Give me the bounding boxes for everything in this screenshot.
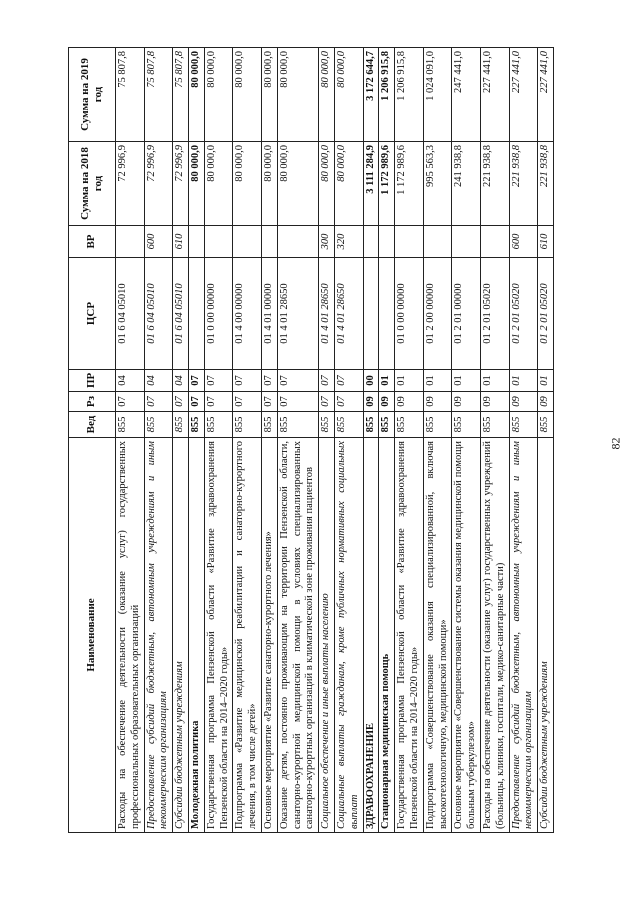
cell-sum-2018: 80 000,0: [188, 142, 204, 226]
table-row: [144, 48, 173, 833]
cell-name: Основное мероприятие «Совершенствование системы оказания медицинской помощи больным туберкулезом»: [452, 438, 481, 833]
cell-ved: 855: [319, 412, 335, 438]
cell-csr: [379, 258, 395, 370]
cell-pr: 07: [233, 370, 262, 392]
cell-csr: 01 6 04 05010: [116, 258, 145, 370]
table-row: [334, 48, 363, 833]
cell-sum-2018: 80 000,0: [233, 142, 262, 226]
cell-rz: 07: [233, 392, 262, 412]
cell-csr: 01 4 01 00000: [261, 258, 277, 370]
cell-sum-2018: 80 000,0: [261, 142, 277, 226]
cell-csr: 01 2 00 00000: [423, 258, 452, 370]
cell-ved: 855: [144, 412, 173, 438]
cell-vr: [423, 226, 452, 258]
cell-pr: 00: [363, 370, 379, 392]
cell-sum-2018: 72 996,9: [116, 142, 145, 226]
cell-name: Стационарная медицинская помощь: [379, 438, 395, 833]
cell-pr: 07: [319, 370, 335, 392]
cell-pr: 07: [204, 370, 233, 392]
cell-vr: [116, 226, 145, 258]
table-row: [204, 48, 233, 833]
cell-csr: 01 4 01 28650: [334, 258, 363, 370]
table-row: [423, 48, 452, 833]
cell-pr: 01: [452, 370, 481, 392]
cell-rz: 07: [277, 392, 318, 412]
cell-vr: [204, 226, 233, 258]
table-row: [261, 48, 277, 833]
table-row: [509, 48, 538, 833]
cell-sum-2019: 80 000,0: [204, 48, 233, 142]
header-name: Наименование: [69, 438, 116, 833]
cell-rz: 09: [480, 392, 509, 412]
cell-vr: 320: [334, 226, 363, 258]
cell-ved: 855: [204, 412, 233, 438]
cell-name: Основное мероприятие «Развитие санаторно-курортного лечения»: [261, 438, 277, 833]
cell-ved: 855: [423, 412, 452, 438]
cell-pr: 01: [480, 370, 509, 392]
cell-rz: 07: [173, 392, 189, 412]
cell-ved: 855: [233, 412, 262, 438]
cell-sum-2018: 80 000,0: [319, 142, 335, 226]
cell-csr: 01 2 01 05020: [509, 258, 538, 370]
cell-ved: 855: [480, 412, 509, 438]
cell-sum-2019: 80 000,0: [319, 48, 335, 142]
table-row: [452, 48, 481, 833]
cell-sum-2019: 1 206 915,8: [379, 48, 395, 142]
cell-ved: 855: [116, 412, 145, 438]
cell-pr: 01: [379, 370, 395, 392]
cell-vr: [233, 226, 262, 258]
cell-ved: 855: [277, 412, 318, 438]
cell-rz: 07: [261, 392, 277, 412]
cell-sum-2019: 80 000,0: [277, 48, 318, 142]
cell-sum-2019: 80 000,0: [334, 48, 363, 142]
cell-csr: [188, 258, 204, 370]
cell-csr: 01 2 01 05020: [538, 258, 554, 370]
cell-sum-2019: 80 000,0: [233, 48, 262, 142]
cell-sum-2019: 75 807,8: [144, 48, 173, 142]
cell-rz: 07: [204, 392, 233, 412]
cell-rz: 07: [188, 392, 204, 412]
cell-vr: [188, 226, 204, 258]
table-row: [188, 48, 204, 833]
cell-vr: 600: [509, 226, 538, 258]
cell-sum-2018: 241 938,8: [452, 142, 481, 226]
cell-pr: 07: [277, 370, 318, 392]
table-row: [538, 48, 554, 833]
cell-rz: 09: [452, 392, 481, 412]
cell-sum-2018: 80 000,0: [334, 142, 363, 226]
header-sum-2019: Сумма на 2019 год: [69, 48, 116, 142]
budget-table: [68, 47, 554, 833]
cell-name: Субсидии бюджетным учреждениям: [538, 438, 554, 833]
cell-vr: [452, 226, 481, 258]
cell-pr: 04: [173, 370, 189, 392]
cell-rz: 07: [116, 392, 145, 412]
cell-pr: 07: [188, 370, 204, 392]
cell-vr: [277, 226, 318, 258]
cell-vr: [480, 226, 509, 258]
header-rz: Рз: [69, 392, 116, 412]
cell-rz: 09: [423, 392, 452, 412]
cell-sum-2019: 80 000,0: [188, 48, 204, 142]
cell-csr: 01 4 00 00000: [233, 258, 262, 370]
cell-sum-2018: 72 996,9: [173, 142, 189, 226]
cell-rz: 09: [363, 392, 379, 412]
cell-ved: 855: [363, 412, 379, 438]
cell-rz: 07: [334, 392, 363, 412]
cell-pr: 01: [538, 370, 554, 392]
cell-name: Социальные выплаты гражданам, кроме публичных нормативных социальных выплат: [334, 438, 363, 833]
cell-name: Подпрограмма «Развитие медицинской реабилитации и санаторно-курортного лечения, в том числе детей»: [233, 438, 262, 833]
cell-sum-2019: 247 441,0: [452, 48, 481, 142]
cell-sum-2019: 75 807,8: [173, 48, 189, 142]
cell-sum-2018: 80 000,0: [277, 142, 318, 226]
header-ved: Вед: [69, 412, 116, 438]
cell-name: Предоставление субсидий бюджетным, автономным учреждениям и иным некоммерческим организациям: [144, 438, 173, 833]
table-row: [319, 48, 335, 833]
cell-sum-2018: 1 172 989,6: [379, 142, 395, 226]
cell-csr: [363, 258, 379, 370]
table-row: [277, 48, 318, 833]
table-row: [233, 48, 262, 833]
cell-ved: 855: [538, 412, 554, 438]
table-row: [379, 48, 395, 833]
cell-pr: 04: [116, 370, 145, 392]
cell-rz: 07: [319, 392, 335, 412]
cell-rz: 07: [144, 392, 173, 412]
cell-name: Субсидии бюджетным учреждениям: [173, 438, 189, 833]
cell-name: Оказание детям, постоянно проживающим на территории Пензенской области, санаторно-курортной медицинской помощи в условиях специализированных санаторно-курортных организаций в климатической зоне проживания пациентов: [277, 438, 318, 833]
cell-csr: 01 0 00 00000: [204, 258, 233, 370]
cell-ved: 855: [334, 412, 363, 438]
cell-pr: 01: [423, 370, 452, 392]
budget-table-sheet: [68, 48, 565, 833]
cell-vr: 610: [173, 226, 189, 258]
cell-name: Молодежная политика: [188, 438, 204, 833]
cell-csr: 01 6 04 05010: [144, 258, 173, 370]
cell-vr: 300: [319, 226, 335, 258]
cell-vr: [261, 226, 277, 258]
cell-sum-2018: 80 000,0: [204, 142, 233, 226]
table-row: [480, 48, 509, 833]
cell-sum-2019: 75 807,8: [116, 48, 145, 142]
table-header-row: [69, 48, 116, 833]
cell-vr: 600: [144, 226, 173, 258]
cell-name: Расходы на обеспечение деятельности (оказание услуг) государственных учреждений (больницы, клиники, госпитали, медико-санитарные части): [480, 438, 509, 833]
cell-name: Расходы на обеспечение деятельности (оказание услуг) государственных профессиональных образовательных организаций: [116, 438, 145, 833]
cell-vr: [395, 226, 424, 258]
cell-ved: 855: [379, 412, 395, 438]
cell-vr: 610: [538, 226, 554, 258]
cell-rz: 09: [395, 392, 424, 412]
cell-pr: 01: [509, 370, 538, 392]
table-row: [116, 48, 145, 833]
cell-name: Социальное обеспечение и иные выплаты населению: [319, 438, 335, 833]
cell-sum-2018: 221 938,8: [538, 142, 554, 226]
cell-name: Государственная программа Пензенской области «Развитие здравоохранения Пензенской области на 2014–2020 годы»: [204, 438, 233, 833]
cell-csr: 01 2 01 05020: [480, 258, 509, 370]
table-row: [173, 48, 189, 833]
cell-pr: 01: [395, 370, 424, 392]
cell-csr: 01 0 00 00000: [395, 258, 424, 370]
cell-sum-2019: 227 441,0: [538, 48, 554, 142]
cell-rz: 09: [509, 392, 538, 412]
cell-sum-2019: 3 172 644,7: [363, 48, 379, 142]
cell-name: Предоставление субсидий бюджетным, автономным учреждениям и иным некоммерческим организациям: [509, 438, 538, 833]
cell-name: ЗДРАВООХРАНЕНИЕ: [363, 438, 379, 833]
cell-sum-2019: 227 441,0: [480, 48, 509, 142]
cell-pr: 04: [144, 370, 173, 392]
cell-sum-2019: 80 000,0: [261, 48, 277, 142]
cell-ved: 855: [452, 412, 481, 438]
cell-name: Подпрограмма «Совершенствование оказания специализированной, включая высокотехнологичную, медицинской помощи»: [423, 438, 452, 833]
table-row: [363, 48, 379, 833]
cell-sum-2018: 221 938,8: [480, 142, 509, 226]
cell-ved: 855: [395, 412, 424, 438]
header-csr: ЦСР: [69, 258, 116, 370]
cell-ved: 855: [188, 412, 204, 438]
cell-rz: 09: [379, 392, 395, 412]
cell-ved: 855: [261, 412, 277, 438]
cell-csr: 01 2 01 00000: [452, 258, 481, 370]
cell-rz: 09: [538, 392, 554, 412]
cell-csr: 01 6 04 05010: [173, 258, 189, 370]
cell-sum-2018: 1 172 989,6: [395, 142, 424, 226]
cell-sum-2018: 72 996,9: [144, 142, 173, 226]
header-sum-2018: Сумма на 2018 год: [69, 142, 116, 226]
cell-vr: [363, 226, 379, 258]
header-vr: ВР: [69, 226, 116, 258]
cell-sum-2018: 995 563,3: [423, 142, 452, 226]
cell-sum-2019: 1 024 091,0: [423, 48, 452, 142]
cell-csr: 01 4 01 28650: [277, 258, 318, 370]
cell-ved: 855: [173, 412, 189, 438]
header-pr: ПР: [69, 370, 116, 392]
cell-sum-2018: 3 111 284,9: [363, 142, 379, 226]
cell-sum-2019: 1 206 915,8: [395, 48, 424, 142]
cell-pr: 07: [261, 370, 277, 392]
cell-ved: 855: [509, 412, 538, 438]
cell-vr: [379, 226, 395, 258]
table-row: [395, 48, 424, 833]
cell-csr: 01 4 01 28650: [319, 258, 335, 370]
cell-sum-2019: 227 441,0: [509, 48, 538, 142]
cell-name: Государственная программа Пензенской области «Развитие здравоохранения Пензенской области на 2014–2020 годы»: [395, 438, 424, 833]
page-number: 82: [608, 437, 623, 450]
cell-sum-2018: 221 938,8: [509, 142, 538, 226]
cell-pr: 07: [334, 370, 363, 392]
